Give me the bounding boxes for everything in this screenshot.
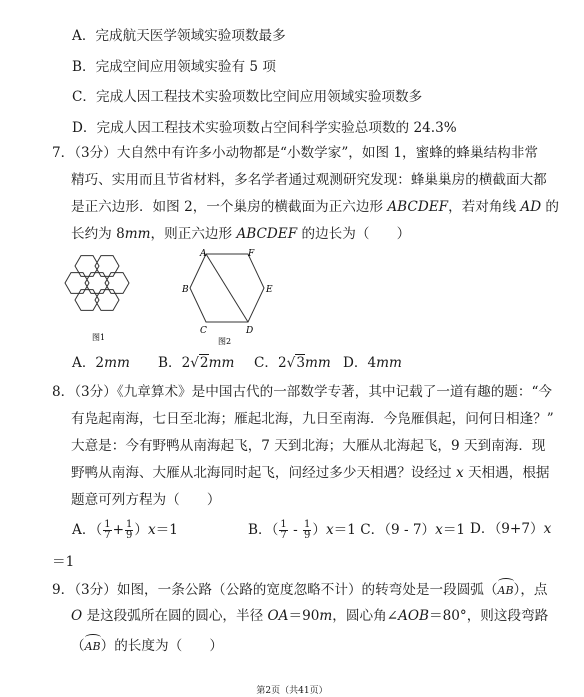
option-q6-b: B．完成空间应用领域实验有 5 项 xyxy=(72,59,276,75)
q7-option-b: B．2√2mm xyxy=(158,355,235,371)
q8-text-line2: 有凫起南海，七日至北海；雁起北海，九日至南海．今凫雁俱起，问何日相逢？” xyxy=(71,411,554,427)
vertex-f-label: F xyxy=(248,249,255,259)
option-q6-c: C．完成人因工程技术实验项数比空间应用领域实验项数多 xyxy=(72,89,423,105)
vertex-e-label: E xyxy=(266,285,273,295)
q8-text-line5: 题意可列方程为（ ） xyxy=(71,492,221,508)
q8-option-a: A．（ $\frac{1}{7}$ + $\frac{1}{9}$ ）x＝1 xyxy=(72,519,178,541)
arc-ab-symbol: AB xyxy=(498,580,514,600)
q9-text-line3: （AB）的长度为（ ） xyxy=(71,638,223,654)
figure-2-caption: 图2 xyxy=(218,337,232,346)
q7-text-line2: 精巧、实用而且节省材料，多名学者通过观测研究发现：蜂巢巢房的横截面大都 xyxy=(71,172,547,188)
figure-1-caption: 图1 xyxy=(92,333,106,342)
q8-text-line1: 8．（3分）《九章算术》是中国古代的一部数学专著，其中记载了一道有趣的题：“今 xyxy=(52,384,553,400)
q9-text-line2: O 是这段弧所在圆的圆心，半径 OA＝90m，圆心角∠AOB＝80°，则这段弯路 xyxy=(71,608,549,624)
q7-text-line1: 7．（3分）大自然中有许多小动物都是“小数学家”，如图 1，蜜蜂的蜂巢结构非常 xyxy=(52,145,538,161)
q8-text-line4: 野鸭从南海、大雁从北海同时起飞，问经过多少天相遇？设经过 x 天相遇，根据 xyxy=(71,465,550,481)
q8-text-line3: 大意是：今有野鸭从南海起飞，7 天到北海；大雁从北海起飞，9 天到南海．现 xyxy=(71,438,546,454)
figure-2-hexagon xyxy=(172,246,282,346)
q7-option-d: D．4mm xyxy=(343,355,402,371)
q8-option-d: D．（9+7）x xyxy=(470,521,552,537)
q7-option-c: C．2√3mm xyxy=(254,355,331,371)
q7-text-line4: 长约为 8mm，则正六边形 ABCDEF 的边长为（ ） xyxy=(71,226,411,242)
arc-ab-symbol-2: AB xyxy=(85,636,101,656)
q7-text-line3: 是正六边形．如图 2，一个巢房的横截面为正六边形 ABCDEF，若对角线 AD 的 xyxy=(71,199,560,215)
figure-1-honeycomb xyxy=(62,254,152,344)
vertex-c-label: C xyxy=(200,326,207,336)
q7-option-a: A．2mm xyxy=(72,355,130,371)
vertex-d-label: D xyxy=(246,326,254,336)
vertex-b-label: B xyxy=(182,285,189,295)
q9-text-line1: 9．（3分）如图，一条公路（公路的宽度忽略不计）的转弯处是一段圆弧（AB），点 xyxy=(52,582,548,598)
q8-option-d-wrap: ＝1 xyxy=(52,554,75,570)
vertex-a-label: A xyxy=(200,249,207,259)
q8-option-b: B．（ $\frac{1}{7}$ - $\frac{1}{9}$ ）x＝1 C．（9 - 7）x＝1 xyxy=(248,519,466,541)
page-footer: 第2页（共41页） xyxy=(256,686,328,696)
option-q6-a: A．完成航天医学领域实验项数最多 xyxy=(72,28,286,44)
option-q6-d: D．完成人因工程技术实验项数占空间科学实验总项数的 24.3% xyxy=(72,120,457,136)
